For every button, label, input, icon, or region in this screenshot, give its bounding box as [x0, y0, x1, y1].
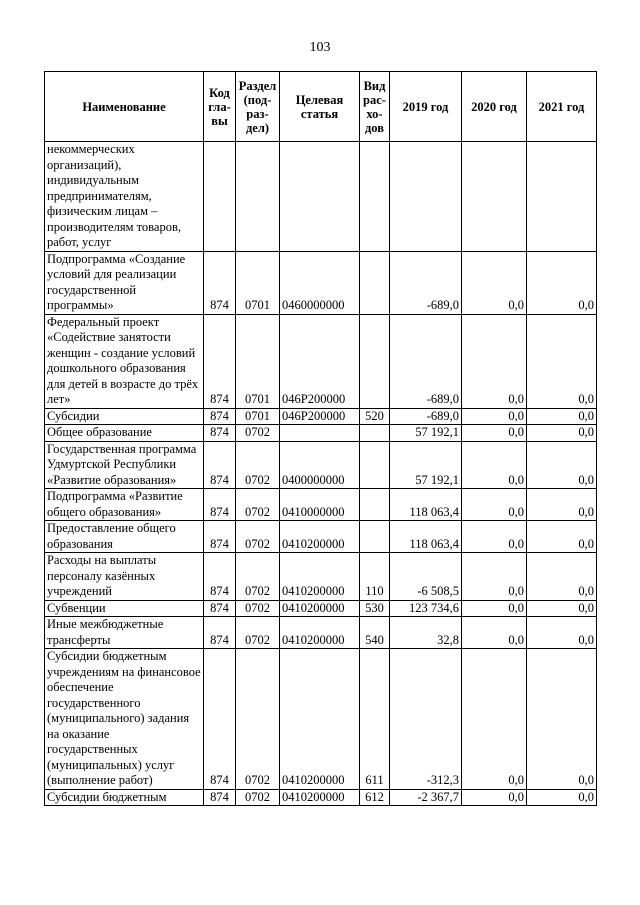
- header-row: [45, 72, 597, 142]
- cell-code: 874: [204, 441, 236, 489]
- cell-section: 0702: [236, 521, 280, 553]
- table-row: [45, 521, 597, 553]
- cell-section: [236, 142, 280, 252]
- cell-target: 0410200000: [280, 789, 360, 806]
- cell-type: [360, 521, 390, 553]
- table-row: [45, 489, 597, 521]
- cell-section: 0702: [236, 441, 280, 489]
- cell-y2021: 0,0: [527, 441, 597, 489]
- cell-section: 0702: [236, 789, 280, 806]
- table-row: [45, 251, 597, 314]
- table-row: [45, 142, 597, 252]
- cell-name: Субсидии бюджетным учреждениям на финансовое обеспечение государственного (муниципального) задания на оказание государственных (муниципальных) услуг (выполнение работ): [45, 649, 204, 790]
- cell-name: Подпрограмма «Развитие общего образования»: [45, 489, 204, 521]
- cell-y2019: 118 063,4: [390, 489, 462, 521]
- cell-name: Иные межбюджетные трансферты: [45, 617, 204, 649]
- cell-name: Подпрограмма «Создание условий для реализации государственной программы»: [45, 251, 204, 314]
- cell-target: 0410000000: [280, 489, 360, 521]
- cell-target: 046P200000: [280, 408, 360, 425]
- table-row: [45, 408, 597, 425]
- cell-section: 0702: [236, 617, 280, 649]
- cell-section: 0702: [236, 425, 280, 442]
- cell-y2021: 0,0: [527, 314, 597, 408]
- cell-name: Общее образование: [45, 425, 204, 442]
- cell-y2019: -312,3: [390, 649, 462, 790]
- cell-section: 0701: [236, 314, 280, 408]
- cell-y2019: -689,0: [390, 408, 462, 425]
- cell-type: 520: [360, 408, 390, 425]
- table-row: [45, 553, 597, 601]
- cell-target: 0410200000: [280, 553, 360, 601]
- cell-y2020: 0,0: [462, 489, 527, 521]
- cell-y2020: 0,0: [462, 600, 527, 617]
- header-target: Целевая статья: [280, 72, 360, 142]
- cell-section: 0702: [236, 649, 280, 790]
- cell-y2019: 32,8: [390, 617, 462, 649]
- cell-y2020: 0,0: [462, 617, 527, 649]
- cell-y2021: 0,0: [527, 521, 597, 553]
- cell-target: 046P200000: [280, 314, 360, 408]
- cell-name: некоммерческих организаций), индивидуальным предпринимателям, физическим лицам – производителям товаров, работ, услуг: [45, 142, 204, 252]
- cell-target: 0410200000: [280, 521, 360, 553]
- cell-y2021: [527, 142, 597, 252]
- cell-type: 540: [360, 617, 390, 649]
- cell-y2021: 0,0: [527, 600, 597, 617]
- cell-code: 874: [204, 649, 236, 790]
- cell-code: 874: [204, 489, 236, 521]
- cell-name: Субвенции: [45, 600, 204, 617]
- cell-type: [360, 441, 390, 489]
- cell-y2020: 0,0: [462, 441, 527, 489]
- cell-y2020: 0,0: [462, 789, 527, 806]
- cell-y2019: -689,0: [390, 251, 462, 314]
- cell-y2019: -6 508,5: [390, 553, 462, 601]
- cell-code: 874: [204, 617, 236, 649]
- cell-type: 110: [360, 553, 390, 601]
- cell-target: 0400000000: [280, 441, 360, 489]
- cell-y2019: -689,0: [390, 314, 462, 408]
- cell-code: 874: [204, 600, 236, 617]
- cell-type: [360, 142, 390, 252]
- cell-y2019: 118 063,4: [390, 521, 462, 553]
- budget-table: [44, 71, 597, 806]
- cell-y2020: 0,0: [462, 408, 527, 425]
- cell-y2021: 0,0: [527, 553, 597, 601]
- cell-type: [360, 314, 390, 408]
- cell-y2021: 0,0: [527, 649, 597, 790]
- cell-y2020: 0,0: [462, 649, 527, 790]
- cell-y2020: 0,0: [462, 425, 527, 442]
- cell-type: 612: [360, 789, 390, 806]
- page-number: 103: [309, 40, 331, 55]
- cell-section: 0702: [236, 600, 280, 617]
- cell-section: 0701: [236, 251, 280, 314]
- cell-y2019: 57 192,1: [390, 425, 462, 442]
- cell-name: Субсидии бюджетным: [45, 789, 204, 806]
- cell-y2020: 0,0: [462, 251, 527, 314]
- cell-y2019: -2 367,7: [390, 789, 462, 806]
- cell-y2019: 57 192,1: [390, 441, 462, 489]
- cell-y2020: 0,0: [462, 314, 527, 408]
- cell-section: 0701: [236, 408, 280, 425]
- table-row: [45, 425, 597, 442]
- header-code: Код гла-вы: [204, 72, 236, 142]
- header-2020: 2020 год: [462, 72, 527, 142]
- cell-y2019: 123 734,6: [390, 600, 462, 617]
- cell-y2020: [462, 142, 527, 252]
- cell-section: 0702: [236, 489, 280, 521]
- cell-code: 874: [204, 314, 236, 408]
- cell-target: [280, 142, 360, 252]
- cell-code: 874: [204, 521, 236, 553]
- cell-y2021: 0,0: [527, 425, 597, 442]
- header-section: Раздел (под-раз-дел): [236, 72, 280, 142]
- cell-name: Государственная программа Удмуртской Республики «Развитие образования»: [45, 441, 204, 489]
- header-type: Вид рас-хо-дов: [360, 72, 390, 142]
- cell-y2021: 0,0: [527, 251, 597, 314]
- cell-type: [360, 489, 390, 521]
- cell-y2021: 0,0: [527, 489, 597, 521]
- header-name: Наименование: [45, 72, 204, 142]
- table-row: [45, 649, 597, 790]
- cell-section: 0702: [236, 553, 280, 601]
- cell-target: 0410200000: [280, 600, 360, 617]
- cell-type: [360, 425, 390, 442]
- cell-code: 874: [204, 553, 236, 601]
- cell-y2021: 0,0: [527, 408, 597, 425]
- table-row: [45, 600, 597, 617]
- table-row: [45, 441, 597, 489]
- cell-type: 611: [360, 649, 390, 790]
- cell-target: 0460000000: [280, 251, 360, 314]
- cell-y2021: 0,0: [527, 789, 597, 806]
- header-2019: 2019 год: [390, 72, 462, 142]
- header-2021: 2021 год: [527, 72, 597, 142]
- cell-y2019: [390, 142, 462, 252]
- cell-y2020: 0,0: [462, 553, 527, 601]
- cell-code: 874: [204, 425, 236, 442]
- table-row: [45, 617, 597, 649]
- cell-code: 874: [204, 408, 236, 425]
- cell-name: Предоставление общего образования: [45, 521, 204, 553]
- cell-target: 0410200000: [280, 649, 360, 790]
- cell-code: 874: [204, 251, 236, 314]
- table-row: [45, 789, 597, 806]
- cell-type: [360, 251, 390, 314]
- cell-code: 874: [204, 789, 236, 806]
- cell-y2020: 0,0: [462, 521, 527, 553]
- cell-y2021: 0,0: [527, 617, 597, 649]
- cell-name: Субсидии: [45, 408, 204, 425]
- cell-name: Федеральный проект «Содействие занятости женщин - создание условий дошкольного образования для детей в возрасте до трёх лет»: [45, 314, 204, 408]
- cell-type: 530: [360, 600, 390, 617]
- table-row: [45, 314, 597, 408]
- cell-name: Расходы на выплаты персоналу казённых учреждений: [45, 553, 204, 601]
- cell-code: [204, 142, 236, 252]
- cell-target: 0410200000: [280, 617, 360, 649]
- cell-target: [280, 425, 360, 442]
